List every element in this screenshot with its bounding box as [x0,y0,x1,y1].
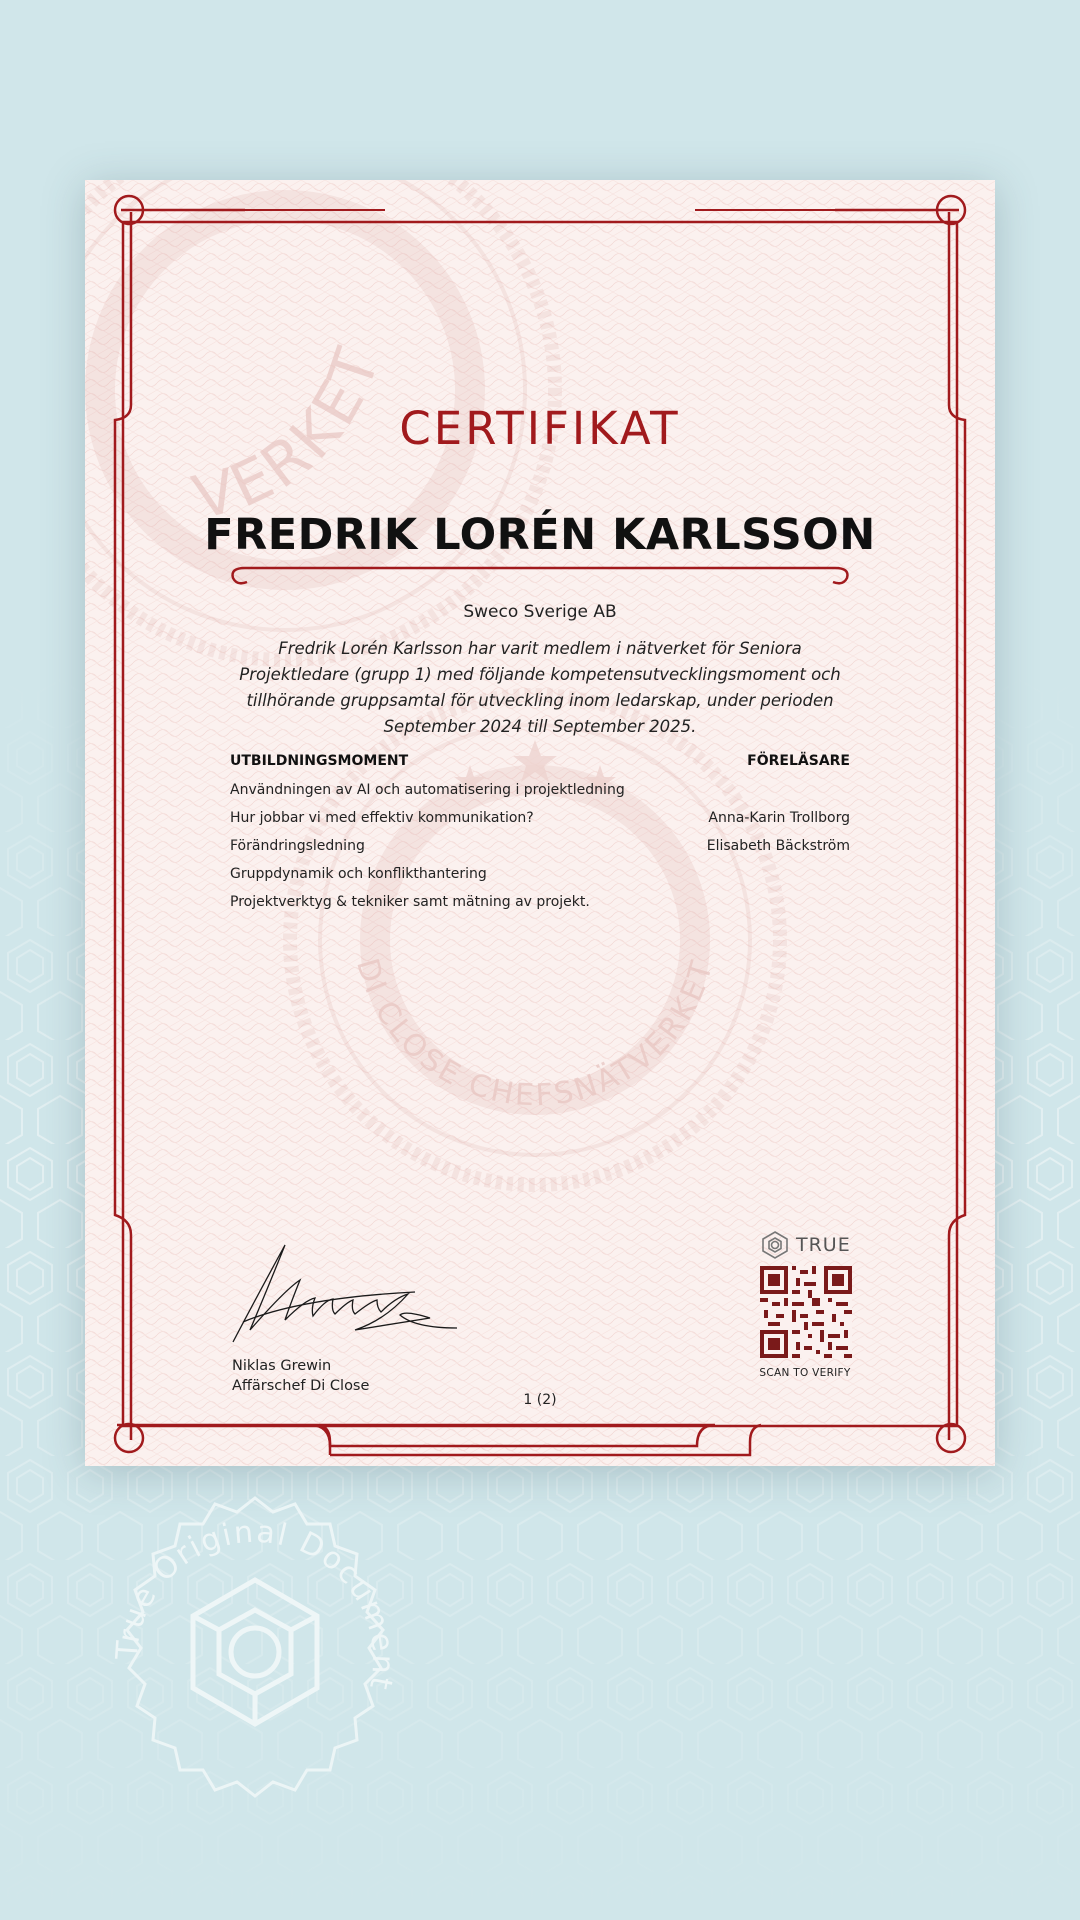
certificate-page [85,180,995,1466]
svg-text:True Original Document [110,1515,401,1694]
seal-watermark-top-text: VERKET [186,336,395,534]
row-topic: Förändringsledning [230,838,365,854]
stamp-text: True Original Document [109,1514,401,1694]
row-topic: Gruppdynamik och konflikthantering [230,866,487,882]
row-topic: Projektverktyg & tekniker samt mätning av projekt. [230,894,590,910]
row-topic: Användningen av AI och automatisering i projektledning [230,782,625,798]
scan-to-verify-label: SCAN TO VERIFY [759,1367,851,1379]
true-brand-logo [760,1230,851,1260]
row-lecturer: Elisabeth Bäckström [706,838,850,854]
page-number: 1 (2) [523,1392,557,1408]
table-header-topics: UTBILDNINGSMOMENT [230,753,409,769]
true-brand-text: TRUE [796,1234,851,1256]
row-lecturer: Anna-Karin Trollborg [708,810,850,826]
signer-block [232,1356,369,1396]
seal-watermark-text: DI CLOSE CHEFSNÄTVERKET [349,954,721,1114]
signer-role: Affärschef Di Close [232,1378,370,1394]
row-topic: Hur jobbar vi med effektiv kommunikation? [230,810,534,826]
true-original-document-stamp [85,1490,425,1830]
certificate-statement: Fredrik Lorén Karlsson har varit medlem i nätverket för Seniora Projektledare (grupp 1) med följande kompetensutvecklingsmoment och tillhörande gruppsamtal för utveckling inom ledarskap, under perioden September 2024 till September 2025. [239,639,841,736]
verification-qr-code[interactable] [760,1266,852,1358]
company-name: Sweco Sverige AB [463,602,617,622]
recipient-name: FREDRIK LORÉN KARLSSON [204,510,876,560]
true-hexagon-icon [760,1230,790,1260]
certificate-title: CERTIFIKAT [399,402,681,455]
signer-name: Niklas Grewin [232,1358,332,1374]
handwritten-signature [85,180,995,1466]
table-header-lecturers: FÖRELÄSARE [747,753,850,769]
true-hexagon-icon [193,1580,317,1724]
